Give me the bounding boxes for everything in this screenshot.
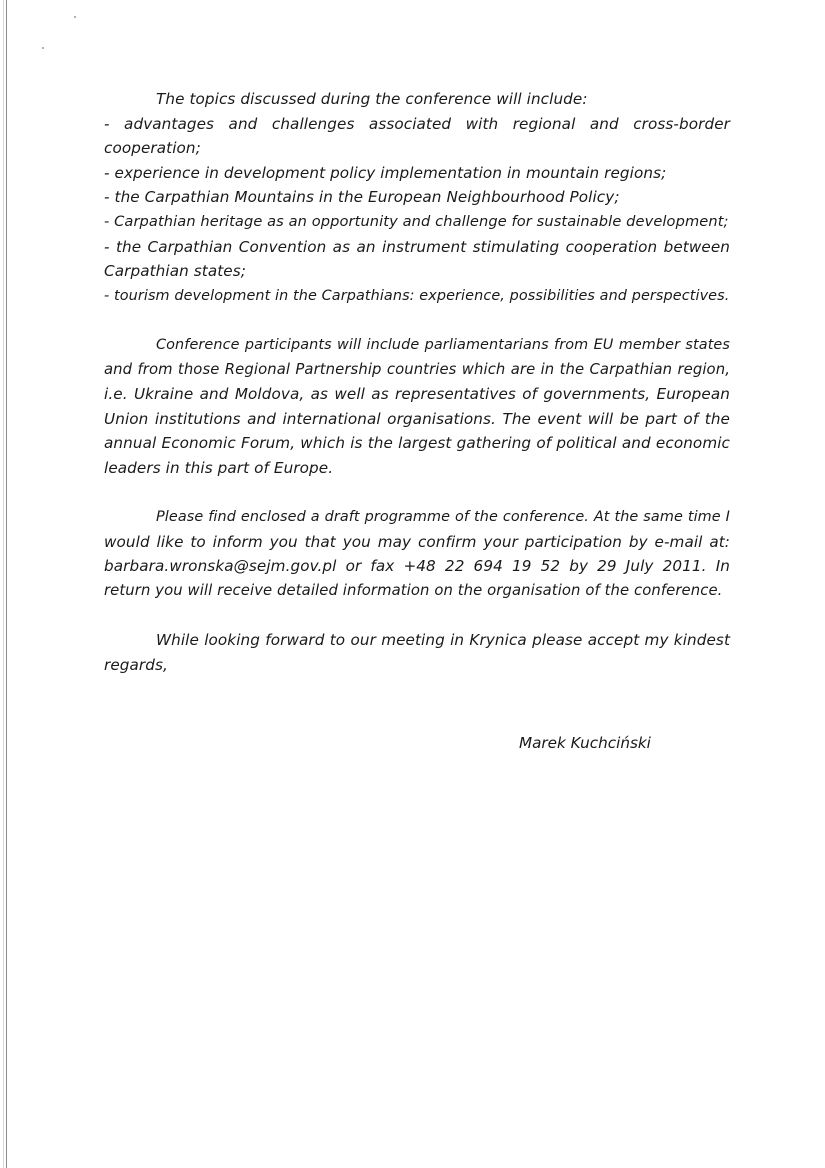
scan-speck	[42, 47, 44, 49]
paragraph-line: leaders in this part of Europe.	[104, 458, 334, 477]
topic-item: - tourism development in the Carpathians: experience, possibilities and perspectives.	[104, 287, 730, 304]
topic-item: - advantages and challenges associated with regional and cross-border	[104, 114, 730, 133]
paragraph-gap	[104, 308, 730, 333]
topic-item: - the Carpathian Convention as an instrument stimulating cooperation between	[104, 237, 730, 256]
paragraph-gap	[104, 481, 730, 506]
topic-item-continuation: Carpathian states;	[104, 262, 246, 281]
scan-edge-shadow	[3, 0, 4, 1168]
scan-speck	[74, 16, 76, 18]
programme-paragraph	[104, 505, 730, 603]
topic-item: - Carpathian heritage as an opportunity and challenge for sustainable development;	[104, 212, 729, 230]
topic-item: - experience in development policy implementation in mountain regions;	[104, 163, 667, 182]
paragraph-line: would like to inform you that you may confirm your participation by e-mail at:	[104, 532, 730, 551]
topics-paragraph	[104, 87, 730, 308]
signature-name: Marek Kuchciński	[519, 734, 651, 752]
topic-item: - the Carpathian Mountains in the European Neighbourhood Policy;	[104, 188, 620, 207]
paragraph-line: While looking forward to our meeting in Krynica please accept my kindest	[156, 631, 730, 650]
paragraph-line: and from those Regional Partnership countries which are in the Carpathian region,	[104, 360, 730, 378]
paragraph-gap	[104, 603, 730, 628]
paragraph-line: Union institutions and international organisations. The event will be part of the	[104, 409, 730, 428]
topics-intro: The topics discussed during the conference will include:	[156, 90, 588, 108]
paragraph-line: regards,	[104, 655, 168, 674]
paragraph-line: annual Economic Forum, which is the largest gathering of political and economic	[104, 434, 730, 453]
paragraph-line: return you will receive detailed information on the organisation of the conference.	[104, 581, 723, 599]
paragraph-line: Please find enclosed a draft programme of the conference. At the same time I	[156, 509, 730, 526]
paragraph-line: i.e. Ukraine and Moldova, as well as representatives of governments, European	[104, 385, 730, 404]
topic-item-continuation: cooperation;	[104, 139, 201, 158]
paragraph-line: Conference participants will include parliamentarians from EU member states	[156, 336, 730, 353]
scan-edge-line	[6, 0, 7, 1168]
participants-paragraph	[104, 333, 730, 481]
closing-paragraph	[104, 628, 730, 677]
contact-line: barbara.wronska@sejm.gov.pl or fax +48 22 694 19 52 by 29 July 2011. In	[104, 557, 730, 576]
letter-body	[104, 87, 730, 677]
